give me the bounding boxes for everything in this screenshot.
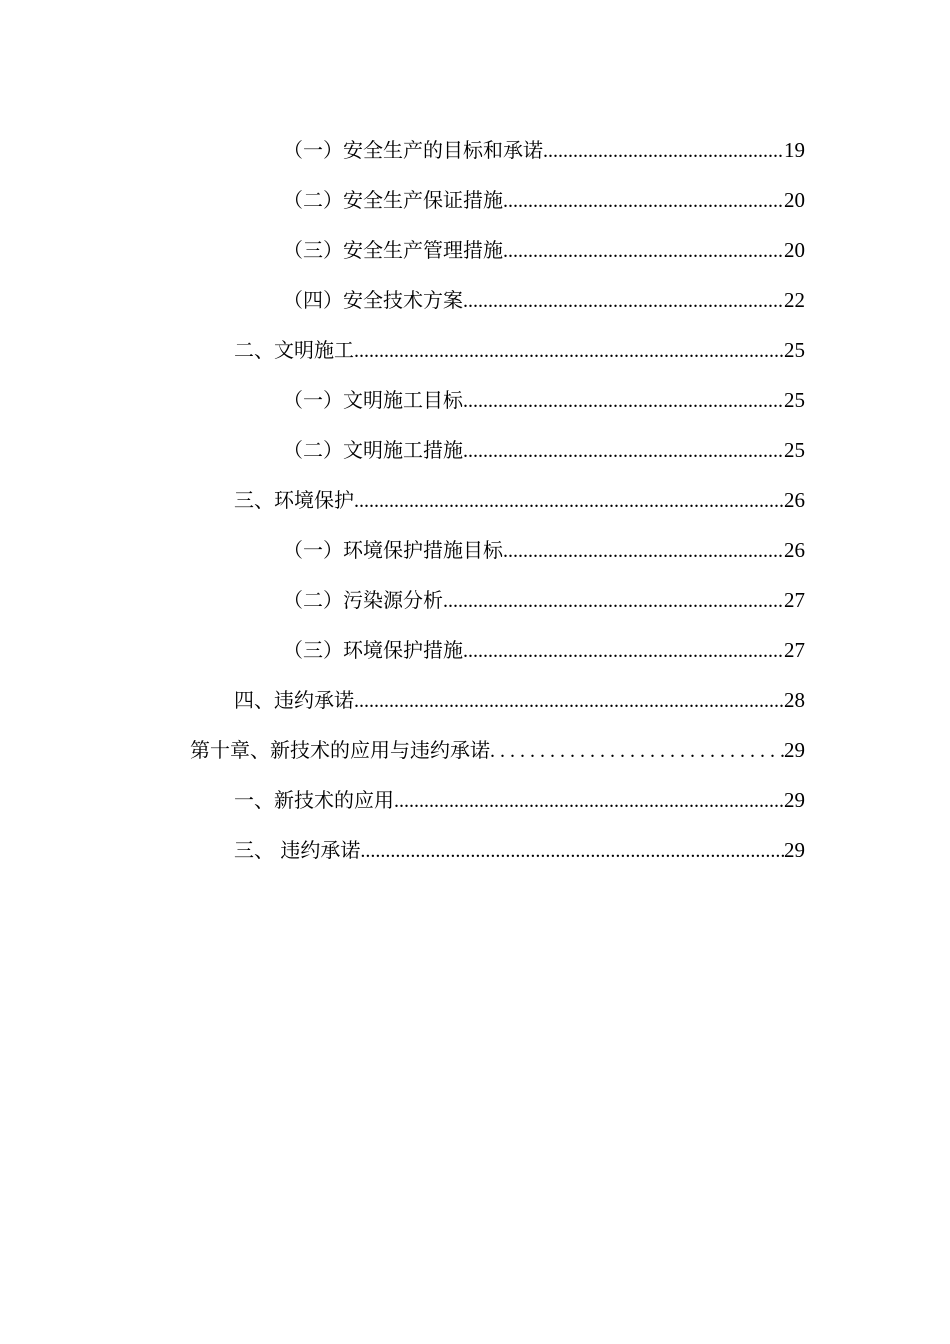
toc-entry-title: （三）环境保护措施 xyxy=(283,638,463,662)
toc-dot-leader xyxy=(503,231,784,271)
toc-entry-chapter[interactable] xyxy=(190,730,805,770)
toc-entry[interactable] xyxy=(283,630,805,670)
toc-entry-title: （一）环境保护措施目标 xyxy=(283,538,503,562)
toc-entry[interactable] xyxy=(283,130,805,170)
toc-entry[interactable] xyxy=(234,480,805,520)
toc-entry[interactable] xyxy=(283,380,805,420)
toc-page-number: 20 xyxy=(784,238,805,262)
toc-dot-leader xyxy=(354,331,784,371)
toc-page-number: 25 xyxy=(784,338,805,362)
toc-page-number: 27 xyxy=(784,588,805,612)
toc-page-number: 29 xyxy=(784,838,805,862)
toc-dot-leader xyxy=(490,731,784,771)
toc-dot-leader xyxy=(443,581,784,621)
toc-page-number: 27 xyxy=(784,638,805,662)
toc-page-number: 19 xyxy=(784,138,805,162)
toc-entry-title: （一）文明施工目标 xyxy=(283,388,463,412)
toc-page-number: 28 xyxy=(784,688,805,712)
toc-entry-title: （二）安全生产保证措施 xyxy=(283,188,503,212)
toc-entry-title: 二、文明施工 xyxy=(234,338,354,362)
toc-entry-title: （四）安全技术方案 xyxy=(283,288,463,312)
toc-entry[interactable] xyxy=(234,830,805,870)
toc-entry-title: 四、违约承诺 xyxy=(234,688,354,712)
toc-page-number: 25 xyxy=(784,388,805,412)
toc-entry[interactable] xyxy=(234,680,805,720)
toc-dot-leader xyxy=(463,281,784,321)
toc-dot-leader xyxy=(394,781,784,821)
toc-dot-leader xyxy=(354,681,784,721)
toc-entry-title: 一、新技术的应用 xyxy=(234,788,394,812)
toc-entry-title: 第十章、新技术的应用与违约承诺 xyxy=(190,738,490,762)
toc-entry-title: （二）污染源分析 xyxy=(283,588,443,612)
toc-dot-leader xyxy=(543,131,784,171)
toc-page-number: 20 xyxy=(784,188,805,212)
toc-entry[interactable] xyxy=(283,430,805,470)
toc-page-number: 25 xyxy=(784,438,805,462)
toc-entry[interactable] xyxy=(283,230,805,270)
toc-entry[interactable] xyxy=(283,580,805,620)
toc-dot-leader xyxy=(360,831,784,871)
toc-dot-leader xyxy=(463,431,784,471)
toc-page-number: 29 xyxy=(784,788,805,812)
toc-page-number: 29 xyxy=(784,738,805,762)
toc-entry[interactable] xyxy=(283,530,805,570)
toc-entry-title: 三、环境保护 xyxy=(234,488,354,512)
toc-entry-title: （二）文明施工措施 xyxy=(283,438,463,462)
toc-page-number: 22 xyxy=(784,288,805,312)
toc-page-number: 26 xyxy=(784,538,805,562)
toc-entry-title: （三）安全生产管理措施 xyxy=(283,238,503,262)
toc-entry-title: 三、 违约承诺 xyxy=(234,838,361,862)
toc-entry[interactable] xyxy=(234,330,805,370)
toc-entry[interactable] xyxy=(283,280,805,320)
toc-dot-leader xyxy=(354,481,784,521)
toc-dot-leader xyxy=(463,381,784,421)
toc-entry[interactable] xyxy=(283,180,805,220)
toc-dot-leader xyxy=(503,531,784,571)
toc-dot-leader xyxy=(503,181,784,221)
toc-page-number: 26 xyxy=(784,488,805,512)
toc-dot-leader xyxy=(463,631,784,671)
toc-entry-title: （一）安全生产的目标和承诺 xyxy=(283,138,543,162)
toc-entry[interactable] xyxy=(234,780,805,820)
